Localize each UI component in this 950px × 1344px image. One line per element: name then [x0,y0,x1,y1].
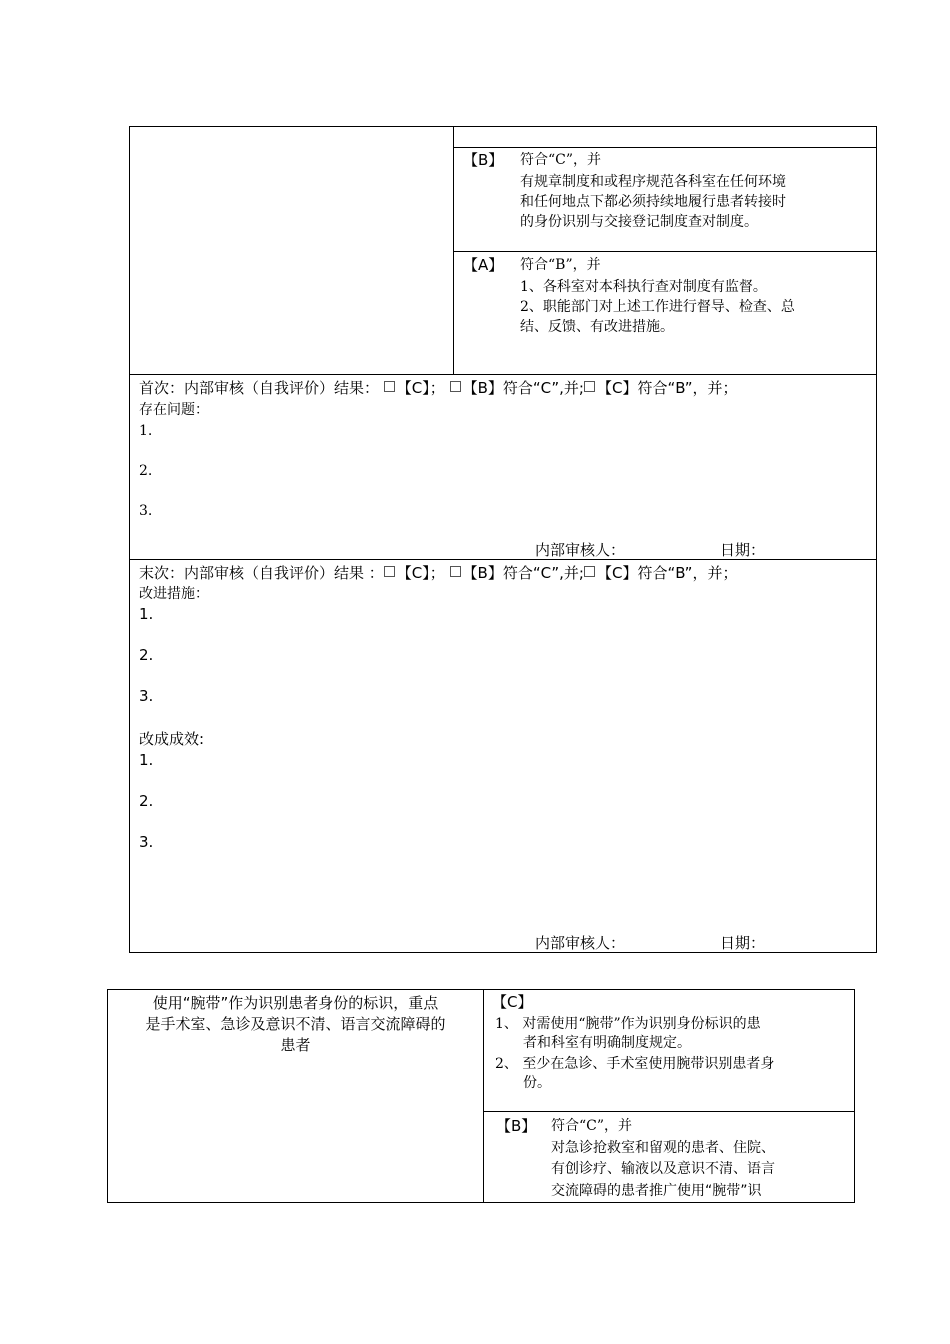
date-label: 日期： [720,934,766,952]
table-row-divider [453,147,877,148]
checkbox[interactable] [584,566,595,577]
grade-c-item: 者和科室有明确制度规定。 [523,1035,691,1051]
checkbox[interactable] [450,566,461,577]
first-review-label: 首次：内部审核（自我评价）结果： [139,379,380,397]
grade-b-line: 有规章制度和或程序规范各科室在任何环境 [520,174,786,190]
problem-item: 1. [139,423,153,439]
checkbox[interactable] [384,566,395,577]
measure-item: 1. [139,605,154,623]
requirement-line: 患者 [280,1036,311,1054]
grade-b-line: 的身份识别与交接登记制度查对制度。 [520,214,758,230]
grade-a-lead: 符合“B”，并 [520,257,601,273]
grade-c-item: 2、 至少在急诊、手术室使用腕带识别患者身 [495,1056,775,1072]
effect-item: 2. [139,792,154,810]
option-c: 【C】； [396,564,445,582]
problems-label: 存在问题： [139,402,209,418]
grade-b-tag: 【B】 [496,1117,537,1135]
requirement-line: 是手术室、急诊及意识不清、语言交流障碍的 [145,1015,446,1033]
last-review-result-line [139,563,737,583]
grade-b-tag: 【B】 [463,151,504,169]
grade-a-line: 1、各科室对本科执行查对制度有监督。 [520,279,767,295]
checkbox[interactable] [450,381,461,392]
grade-b-lead: 符合“C”，并 [551,1118,633,1134]
grade-c-item: 1、 对需使用“腕带”作为识别身份标识的患 [495,1016,761,1032]
checkbox[interactable] [584,381,595,392]
grade-c-item: 份。 [523,1075,551,1091]
grade-a-tag: 【A】 [463,256,504,274]
table-row-divider [483,1111,855,1112]
measure-item: 2. [139,646,154,664]
checkbox[interactable] [384,381,395,392]
grade-a-line: 2、职能部门对上述工作进行督导、检查、总 [520,299,795,315]
table-column-divider [483,989,484,1203]
option-b: 【B】符合“C”,并; [462,379,584,397]
date-label: 日期： [720,541,766,559]
grade-b-line: 有创诊疗、输液以及意识不清、语言 [551,1161,775,1177]
option-c-b: 【C】符合“B”，并； [596,379,738,397]
grade-a-line: 结、反馈、有改进措施。 [520,319,674,335]
effect-item: 1. [139,751,154,769]
option-c-b: 【C】符合“B”，并； [596,564,738,582]
measures-label: 改进措施： [139,586,209,602]
auditor-label: 内部审核人： [535,934,626,952]
wristband-requirement [108,993,483,1056]
measure-item: 3. [139,687,154,705]
grade-b-line: 和任何地点下都必须持续地履行患者转接时 [520,194,786,210]
problem-item: 2. [139,463,153,479]
grade-b-lead: 符合“C”，并 [520,152,602,168]
grade-c-tag: 【C】 [492,993,533,1011]
problem-item: 3. [139,503,153,519]
effect-item: 3. [139,833,154,851]
option-c: 【C】； [396,379,445,397]
table-row-divider [453,251,877,252]
option-b: 【B】符合“C”,并; [462,564,584,582]
table-row-divider [129,374,877,375]
auditor-label: 内部审核人： [535,541,626,559]
effect-label: 改成成效: [139,730,205,748]
grade-b-line: 对急诊抢救室和留观的患者、住院、 [551,1140,775,1156]
first-review-result-line [139,378,737,398]
last-review-label: 末次：内部审核（自我评价）结果 ： [139,564,384,582]
grade-b-line: 交流障碍的患者推广使用“腕带”识 [551,1183,762,1199]
requirement-line: 使用“腕带”作为识别患者身份的标识，重点 [152,994,439,1012]
